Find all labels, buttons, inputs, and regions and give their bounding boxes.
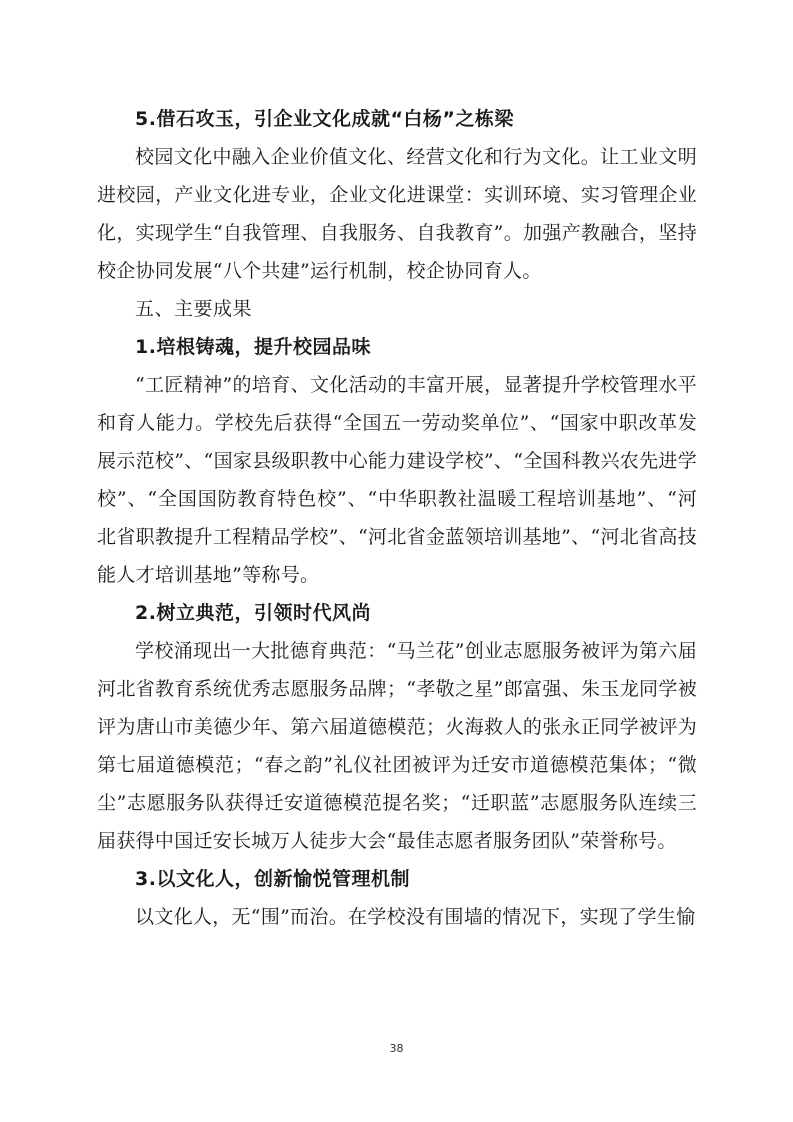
section-heading-5: 5.借石攻玉，引企业文化成就“白杨”之栋梁 [135,108,514,130]
section-heading-3: 3.以文化人，创新愉悦管理机制 [135,868,410,890]
page-content [97,100,697,936]
page-number: 38 [389,1042,404,1055]
paragraph-honors: “工匠精神”的培育、文化活动的丰富开展，显著提升学校管理水平和育人能力。学校先后获得“全国五一劳动奖单位”、“国家中职改革发展示范校”、“国家县级职教中心能力建设学校”、“全国科教兴农先进学校”、“全国国防教育特色校”、“中华职教社温暖工程培训基地”、“河北省职教提升工程精品学校”、“河北省金蓝领培训基地”、“河北省高技能人才培训基地”等称号。 [97,374,697,586]
section-heading-1: 1.培根铸魂，提升校园品味 [135,336,371,358]
paragraph-management: 以文化人，无“围”而治。在学校没有围墙的情况下，实现了学生愉 [135,906,696,928]
chapter-heading-main-results: 五、主要成果 [135,298,253,320]
paragraph-corporate-culture: 校园文化中融入企业价值文化、经营文化和行为文化。让工业文明进校园，产业文化进专业，企业文化进课堂：实训环境、实习管理企业化，实现学生“自我管理、自我服务、自我教育”。加强产教融合，坚持校企协同发展“八个共建”运行机制，校企协同育人。 [97,146,697,282]
paragraph-role-models: 学校涌现出一大批德育典范：“马兰花”创业志愿服务被评为第六届河北省教育系统优秀志愿服务品牌；“孝敬之星”郎富强、朱玉龙同学被评为唐山市美德少年、第六届道德模范；火海救人的张永正同学被评为第七届道德模范；“春之韵”礼仪社团被评为迁安市道德模范集体；“微尘”志愿服务队获得迁安道德模范提名奖；“迁职蓝”志愿服务队连续三届获得中国迁安长城万人徒步大会“最佳志愿者服务团队”荣誉称号。 [97,640,697,852]
section-heading-2: 2.树立典范，引领时代风尚 [135,602,371,624]
